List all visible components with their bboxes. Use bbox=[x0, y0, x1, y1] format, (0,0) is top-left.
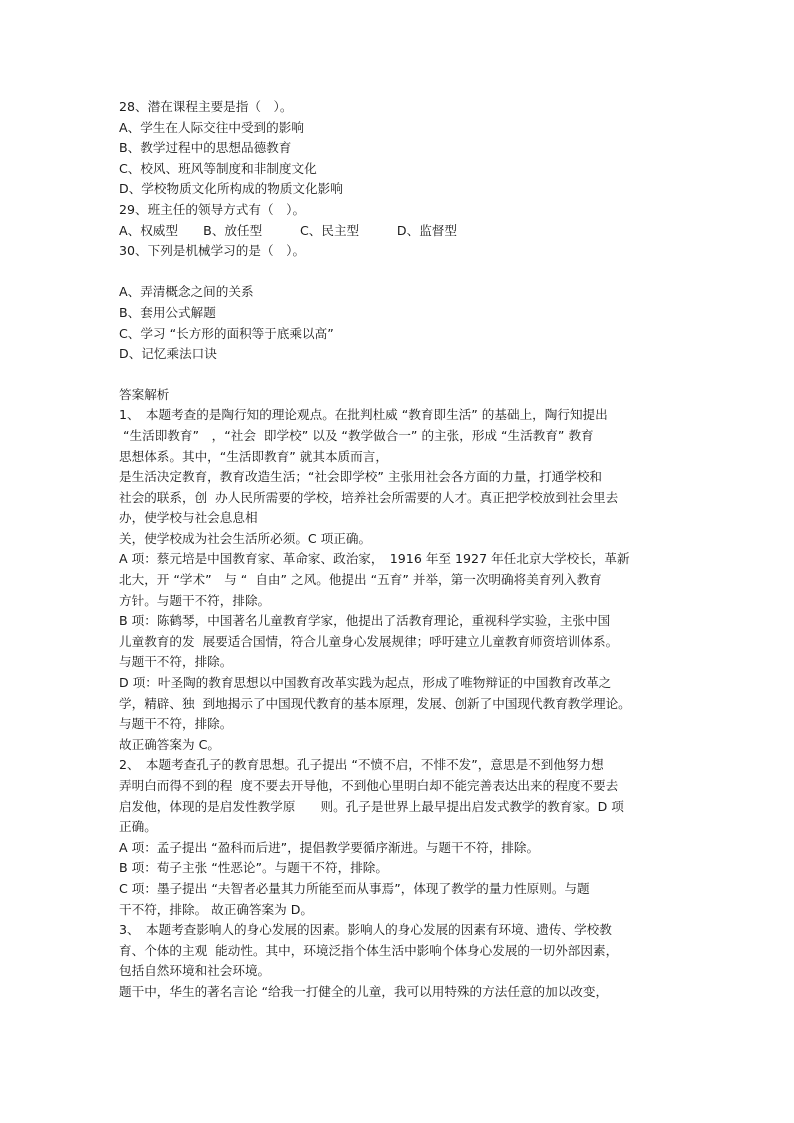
answer-line: 正确。 bbox=[119, 819, 157, 835]
options-inline: A、权威型 B、放任型 C、民主型 D、监督型 bbox=[119, 222, 457, 238]
question-30 bbox=[119, 241, 689, 365]
answer-line: 故正确答案为 C。 bbox=[119, 736, 220, 752]
answer-line: B 项：荀子主张 “性恶论”。与题干不符，排除。 bbox=[119, 860, 388, 876]
answer-section bbox=[119, 385, 689, 1003]
question-stem: 29、班主任的领导方式有（ ）。 bbox=[119, 201, 306, 217]
answer-line: 1、 本题考查的是陶行知的理论观点。在批判杜威 “教育即生活” 的基础上，陶行知提出 bbox=[119, 407, 608, 423]
option-d: D、学校物质文化所构成的物质文化影响 bbox=[119, 181, 343, 197]
answer-line: 干不符，排除。 故正确答案为 D。 bbox=[119, 901, 314, 917]
answer-line: A 项：孟子提出 “盈科而后进”，提倡教学要循序渐进。与题干不符，排除。 bbox=[119, 839, 540, 855]
question-28 bbox=[119, 97, 689, 200]
answer-line: 育、个体的主观 能动性。其中，环境泛指个体生活中影响个体身心发展的一切外部因素， bbox=[119, 942, 619, 958]
option-b: B、套用公式解题 bbox=[119, 304, 216, 320]
answer-line: 北大，开 “学术” 与 “ 自由” 之风。他提出 “五育” 并举，第一次明确将美育列入教育 bbox=[119, 572, 602, 588]
answer-line: “生活即教育” ，“社会 即学校” 以及 “教学做合一” 的主张，形成 “生活教育” 教育 bbox=[119, 427, 594, 443]
answer-line: 关，使学校成为社会生活所必须。C 项正确。 bbox=[119, 530, 372, 546]
option-b: B、教学过程中的思想品德教育 bbox=[119, 140, 292, 156]
option-c: C、学习 “长方形的面积等于底乘以高” bbox=[119, 325, 334, 341]
option-a: A、弄清概念之间的关系 bbox=[119, 284, 254, 300]
answer-line: 儿童教育的发 展要适合国情，符合儿童身心发展规律；呼吁建立儿童教育师资培训体系。 bbox=[119, 633, 619, 649]
option-c: C、校风、班风等制度和非制度文化 bbox=[119, 160, 317, 176]
question-29 bbox=[119, 200, 689, 241]
answer-line: 办，使学校与社会息息相 bbox=[119, 510, 258, 526]
answer-line: 2、 本题考查孔子的教育思想。孔子提出 “不愤不启，不悱不发”，意思是不到他努力想 bbox=[119, 757, 604, 773]
answer-line: 3、 本题考查影响人的身心发展的因素。影响人的身心发展的因素有环境、遗传、学校教 bbox=[119, 922, 612, 938]
answer-line: 启发他，体现的是启发性教学原 则。孔子是世界上最早提出启发式教学的教育家。D 项 bbox=[119, 798, 624, 814]
answer-line: 思想体系。其中，“生活即教育” 就其本质而言， bbox=[119, 448, 388, 464]
answer-heading: 答案解析 bbox=[119, 386, 170, 402]
answer-line: C 项：墨子提出 “夫智者必量其力所能至而从事焉”，体现了教学的量力性原则。与题 bbox=[119, 880, 590, 896]
answer-line: 包括自然环境和社会环境。 bbox=[119, 963, 271, 979]
question-stem: 30、下列是机械学习的是（ ）。 bbox=[119, 243, 306, 259]
answer-line: 学，精辟、独 到地揭示了中国现代教育的基本原理，发展、创新了中国现代教育教学理论。 bbox=[119, 695, 631, 711]
answer-line: 与题干不符，排除。 bbox=[119, 654, 233, 670]
answer-line: 题干中，华生的著名言论 “给我一打健全的儿童，我可以用特殊的方法任意的加以改变， bbox=[119, 983, 609, 999]
answer-line: 社会的联系，创 办人民所需要的学校，培养社会所需要的人才。真正把学校放到社会里去 bbox=[119, 489, 619, 505]
answer-line: B 项：陈鹤琴，中国著名儿童教育学家，他提出了活教育理论，重视科学实验，主张中国 bbox=[119, 613, 611, 629]
answer-line: 与题干不符，排除。 bbox=[119, 716, 233, 732]
option-a: A、学生在人际交往中受到的影响 bbox=[119, 119, 304, 135]
question-stem: 28、潜在课程主要是指（ ）。 bbox=[119, 99, 293, 114]
answer-line: D 项：叶圣陶的教育思想以中国教育改革实践为起点，形成了唯物辩证的中国教育改革之 bbox=[119, 675, 612, 691]
option-d: D、记忆乘法口诀 bbox=[119, 346, 217, 362]
answer-line: A 项：蔡元培是中国教育家、革命家、政治家， 1916 年至 1927 年任北京大学校长，革新 bbox=[119, 551, 630, 567]
document-page bbox=[119, 97, 689, 1003]
answer-line: 弄明白而得不到的程 度不要去开导他，不到他心里明白却不能完善表达出来的程度不要去 bbox=[119, 778, 619, 793]
answer-line: 方针。与题干不符，排除。 bbox=[119, 592, 271, 608]
answer-line: 是生活决定教育，教育改造生活；“社会即学校” 主张用社会各方面的力量，打通学校和 bbox=[119, 469, 603, 485]
